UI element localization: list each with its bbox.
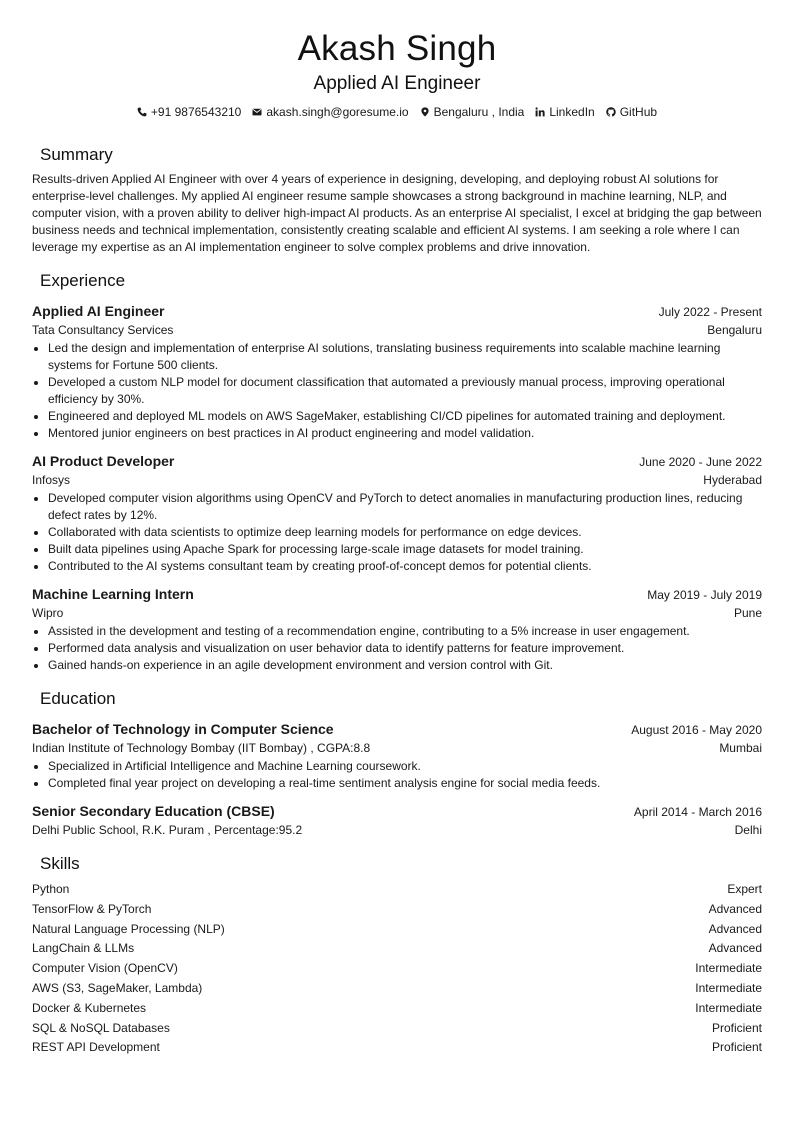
skill-level: Intermediate (695, 961, 762, 976)
bullet-item: Specialized in Artificial Intelligence and Machine Learning coursework. (32, 758, 762, 775)
experience-heading: Experience (40, 271, 126, 290)
skill-name: Docker & Kubernetes (32, 1000, 147, 1015)
skill-name: TensorFlow & PyTorch (32, 901, 152, 916)
skill-level: Intermediate (695, 980, 762, 995)
bullet-item: Assisted in the development and testing of a recommendation engine, contributing to a 5% increase in user engagement. (32, 623, 762, 640)
job-dates: May 2019 - July 2019 (647, 588, 762, 602)
skill-name: Python (32, 882, 70, 896)
skill-row (32, 920, 762, 940)
skill-name: SQL & NoSQL Databases (32, 1020, 170, 1035)
company-name: Tata Consultancy Services (32, 323, 174, 337)
experience-entry (32, 301, 762, 442)
school-location: Delhi (734, 823, 762, 837)
skill-level: Intermediate (695, 1000, 762, 1015)
degree-title: Bachelor of Technology in Computer Science (32, 721, 334, 737)
contact-linkedin[interactable] (535, 104, 594, 120)
skill-level: Advanced (708, 901, 762, 916)
education-entry (32, 801, 762, 839)
summary-heading: Summary (40, 145, 113, 164)
job-bullets (32, 623, 762, 674)
bullet-item: Led the design and implementation of enterprise AI solutions, translating business requirements into scalable machine learning systems for Fortune 500 clients. (32, 340, 762, 374)
candidate-title: Applied AI Engineer (313, 73, 481, 94)
education-entry (32, 719, 762, 792)
school-location: Mumbai (719, 741, 762, 755)
job-location: Bengaluru (707, 323, 762, 337)
skill-level: Proficient (711, 1040, 762, 1055)
experience-entry (32, 451, 762, 575)
bullet-item: Gained hands-on experience in an agile development environment and version control with Git. (32, 657, 762, 674)
contact-bar (32, 104, 762, 120)
skill-level: Proficient (711, 1020, 762, 1035)
education-heading: Education (40, 689, 116, 708)
skill-level: Advanced (708, 941, 762, 956)
job-bullets (32, 340, 762, 442)
skill-level: Expert (727, 882, 762, 896)
contact-phone-text: +91 9876543210 (150, 105, 242, 119)
school-name: Delhi Public School, R.K. Puram , Percentage:95.2 (32, 823, 303, 837)
company-name: Wipro (32, 606, 64, 620)
job-location: Hyderabad (703, 473, 762, 487)
skill-row (32, 999, 762, 1019)
skill-row (32, 900, 762, 920)
skill-row (32, 880, 762, 900)
contact-location (420, 104, 525, 120)
contact-linkedin-text: LinkedIn (549, 105, 595, 119)
contact-email-text: akash.singh@goresume.io (266, 105, 409, 119)
summary-section (32, 144, 762, 256)
location-icon (420, 107, 430, 117)
school-name: Indian Institute of Technology Bombay (IIT Bombay) , CGPA:8.8 (32, 741, 371, 755)
job-dates: July 2022 - Present (658, 305, 762, 319)
skill-level: Advanced (708, 921, 762, 936)
education-dates: April 2014 - March 2016 (633, 805, 762, 819)
education-section (32, 688, 762, 839)
education-bullets (32, 758, 762, 792)
job-title: AI Product Developer (32, 453, 175, 469)
job-dates: June 2020 - June 2022 (639, 455, 762, 469)
summary-text: Results-driven Applied AI Engineer with over 4 years of experience in designing, developing, and deploying robust AI solutions for enterprise-level challenges. My applied AI engineer resume sample showcases a strong background in machine learning, NLP, and computer vision, with a proven ability to deliver high-impact AI products. As an enterprise AI specialist, I excel at bridging the gap between business needs and technical implementation, consistently creating scalable and efficient AI systems. I am seeking a role where I can leverage my expertise as an AI implementation engineer to solve complex problems and drive innovation. (32, 172, 762, 254)
skill-row (32, 979, 762, 999)
skills-heading: Skills (40, 854, 80, 873)
bullet-item: Built data pipelines using Apache Spark for processing large-scale image datasets for model training. (32, 541, 762, 558)
job-title: Applied AI Engineer (32, 303, 165, 319)
contact-location-text: Bengaluru , India (433, 105, 525, 119)
skill-name: Natural Language Processing (NLP) (32, 921, 225, 936)
contact-github-text: GitHub (619, 105, 658, 119)
bullet-item: Developed computer vision algorithms using OpenCV and PyTorch to detect anomalies in manufacturing production lines, reducing defect rates by 12%. (32, 490, 762, 524)
education-dates: August 2016 - May 2020 (631, 723, 762, 737)
skill-name: LangChain & LLMs (32, 941, 135, 956)
bullet-item: Engineered and deployed ML models on AWS SageMaker, establishing CI/CD pipelines for automated training and deployment. (32, 408, 762, 425)
bullet-item: Mentored junior engineers on best practices in AI product engineering and model validation. (32, 425, 762, 442)
skill-name: AWS (S3, SageMaker, Lambda) (32, 980, 203, 995)
skills-section (32, 853, 762, 1058)
bullet-item: Developed a custom NLP model for document classification that automated a previously manual process, improving operational efficiency by 30%. (32, 374, 762, 408)
resume-header (32, 0, 762, 120)
skill-row (32, 1038, 762, 1058)
phone-icon (137, 107, 147, 117)
skill-row (32, 1019, 762, 1039)
job-title: Machine Learning Intern (32, 586, 194, 602)
job-bullets (32, 490, 762, 575)
skill-name: REST API Development (32, 1040, 160, 1055)
experience-section (32, 270, 762, 674)
bullet-item: Completed final year project on developing a real-time sentiment analysis engine for social media feeds. (32, 775, 762, 792)
degree-title: Senior Secondary Education (CBSE) (32, 803, 275, 819)
github-icon (606, 107, 616, 117)
contact-github[interactable] (606, 104, 657, 120)
linkedin-icon (535, 107, 545, 117)
skill-name: Computer Vision (OpenCV) (32, 961, 178, 976)
contact-phone[interactable] (137, 104, 241, 120)
company-name: Infosys (32, 473, 71, 487)
bullet-item: Performed data analysis and visualization on user behavior data to identify patterns for feature improvement. (32, 640, 762, 657)
skills-list (32, 880, 762, 1058)
experience-entry (32, 584, 762, 674)
skill-row (32, 939, 762, 959)
skill-row (32, 959, 762, 979)
candidate-name: Akash Singh (297, 29, 497, 68)
bullet-item: Collaborated with data scientists to optimize deep learning models for performance on edge devices. (32, 524, 762, 541)
contact-email[interactable] (252, 104, 408, 120)
bullet-item: Contributed to the AI systems consultant team by creating proof-of-concept demos for potential clients. (32, 558, 762, 575)
job-location: Pune (733, 606, 762, 620)
email-icon (252, 107, 262, 117)
